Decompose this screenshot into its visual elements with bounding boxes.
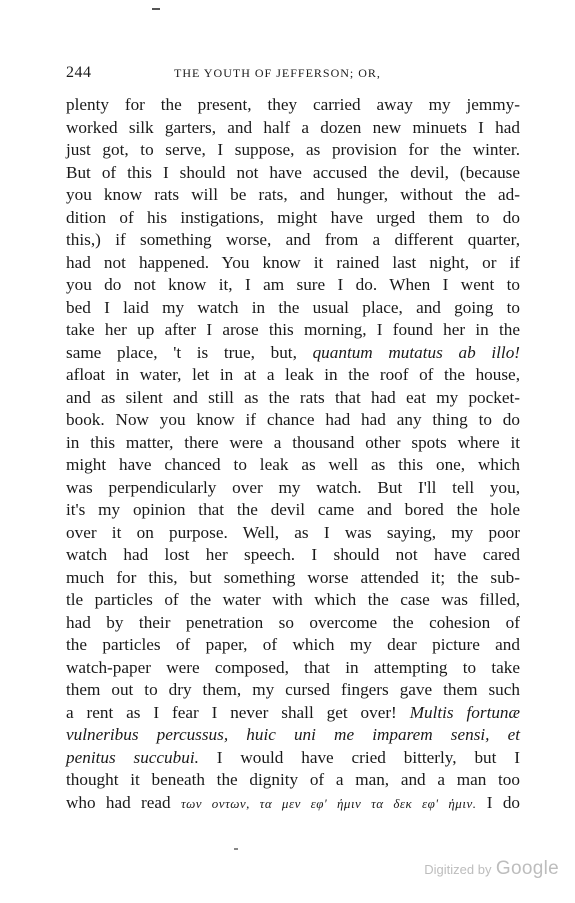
text-line: you do not know it, I am sure I do. When I went to [66,275,520,294]
text-line: afloat in water, let in at a leak in the roof of the house, [66,365,520,384]
text-segment: who had read [66,792,171,812]
latin-quote: Multis fortunæ [409,702,520,722]
page-header [66,64,520,86]
text-segment: I would have cried bitterly, but I [216,747,521,767]
top-ink-mark [152,8,160,10]
text-line [66,747,520,770]
text-line: this,) if something worse, and from a different quarter, [66,230,520,249]
text-line: thought it beneath the dignity of a man, and a man too [66,770,520,789]
text-line: the particles of paper, of which my dear picture and [66,635,520,654]
watermark-brand: Google [495,858,559,879]
text-line: over it on purpose. Well, as I was saying, my poor [66,522,520,542]
text-line [66,342,520,365]
text-line: take her up after I arose this morning, I found her in the [66,320,520,339]
watermark-prefix: Digitized by [424,862,492,877]
text-segment: I do [486,792,521,812]
text-line: watch had lost her speech. I should not have cared [66,545,520,564]
text-segment: same place, 't is true, but, [66,342,297,362]
latin-quote-line: vulneribus percussus, huic uni me imparem sensi, et [66,725,520,744]
text-line [66,792,520,815]
latin-quote: penitus succubui. [66,747,199,767]
text-line: you know rats will be rats, and hunger, without the ad- [66,185,520,204]
text-line: But of this I should not have accused the devil, (because [66,162,520,182]
text-line: book. Now you know if chance had had any thing to do [66,410,520,429]
text-line: had by their penetration so overcome the cohesion of [66,612,520,632]
text-line: dition of his instigations, might have urged them to do [66,207,520,227]
text-line: was perpendicularly over my watch. But I'll tell you, [66,477,520,497]
text-line: had not happened. You know it rained last night, or if [66,252,520,272]
digitization-watermark [424,858,559,880]
text-line: in this matter, there were a thousand other spots where it [66,432,520,452]
text-line: much for this, but something worse attended it; the sub- [66,567,520,587]
text-line: tle particles of the water with which the case was filled, [66,590,520,609]
latin-quote: quantum mutatus ab illo! [312,342,521,362]
text-line: worked silk garters, and half a dozen new minuets I had [66,117,520,137]
bottom-ink-mark [234,848,238,850]
text-line: might have chanced to leak as well as this one, which [66,455,520,474]
text-line: and as silent and still as the rats that had eat my pocket- [66,387,520,407]
text-line: bed I laid my watch in the usual place, and going to [66,297,520,317]
text-line: it's my opinion that the devil came and bored the hole [66,500,520,519]
text-line: just got, to serve, I suppose, as provision for the winter. [66,140,520,159]
text-segment: a rent as I fear I never shall get over! [66,702,397,722]
greek-quote: των οντων, τα μεν εφ' ἡμιν τα δεκ εφ' ἡμιν. [180,795,477,811]
text-line: watch-paper were composed, that in attempting to take [66,657,520,677]
running-title: THE YOUTH OF JEFFERSON; OR, [174,66,381,80]
body-text [66,94,520,814]
page-number: 244 [66,64,92,81]
text-line: plenty for the present, they carried away my jemmy- [66,95,520,114]
text-line: them out to dry them, my cursed fingers gave them such [66,680,520,699]
text-line [66,702,520,725]
